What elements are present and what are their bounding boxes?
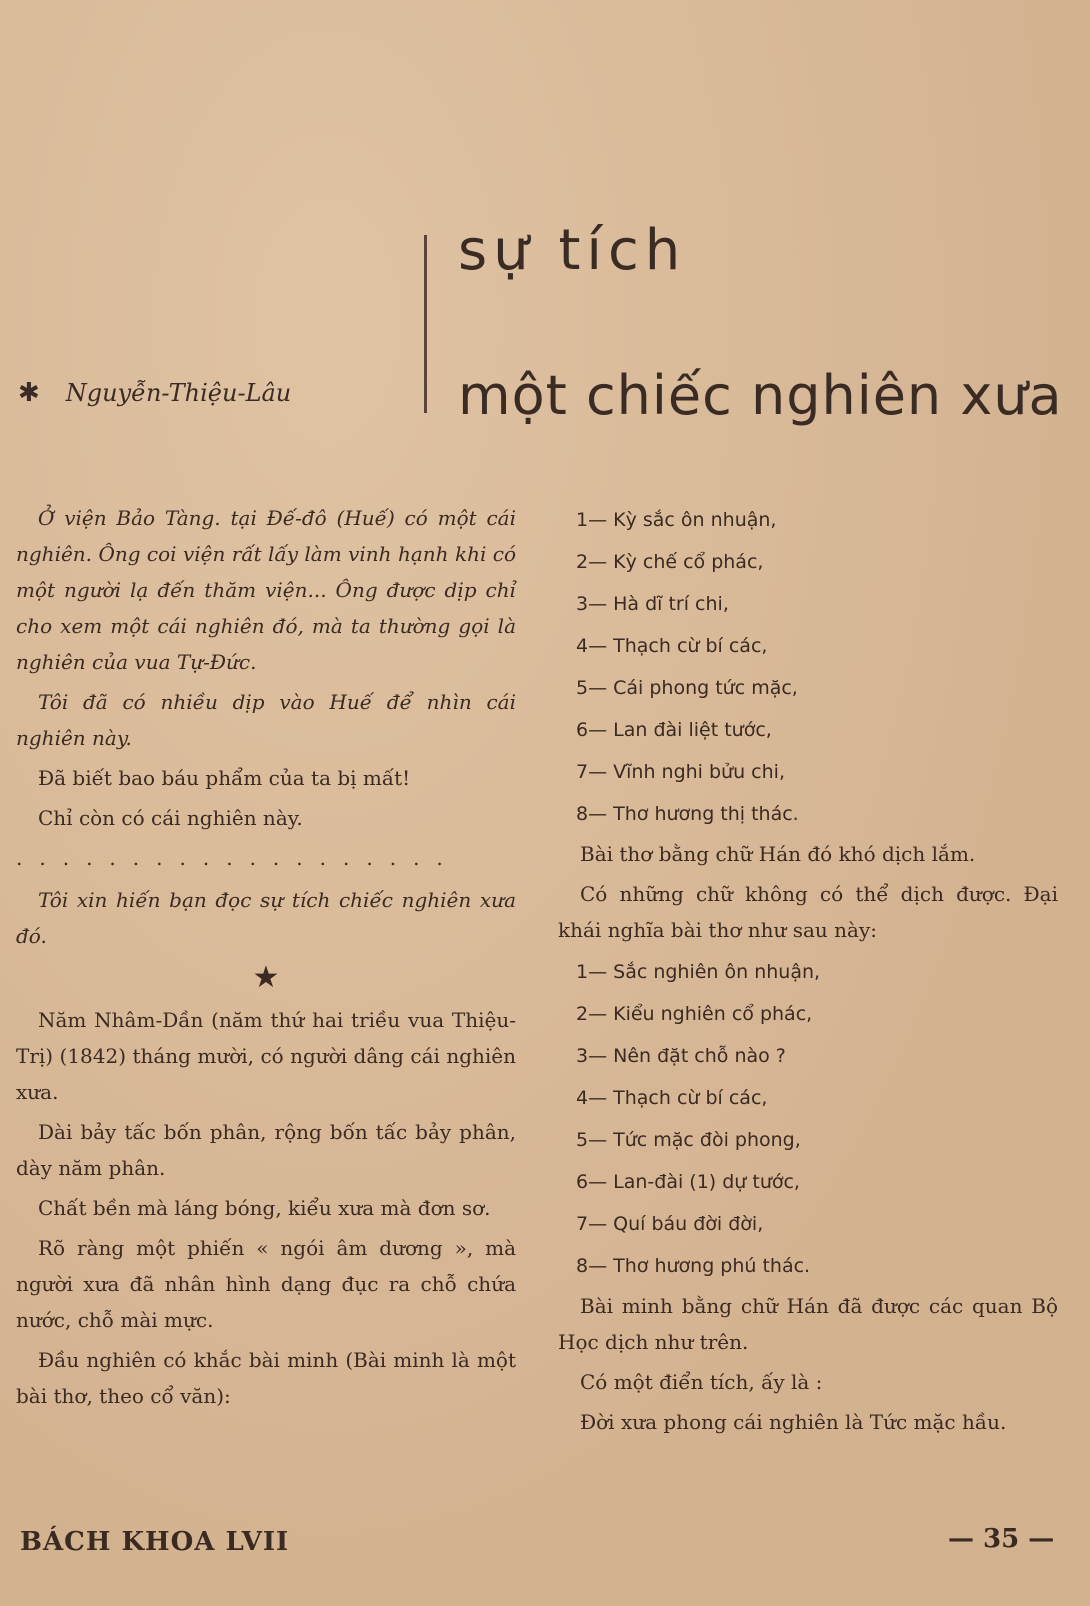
paragraph: Đầu nghiên có khắc bài minh (Bài minh là một bài thơ, theo cổ văn): [16,1348,516,1408]
paragraph: Ở viện Bảo Tàng. tại Đế-đô (Huế) có một cái nghiên. Ông coi viện rất lấy làm vinh hạnh khi có một người lạ đến thăm viện... Ông được dịp chỉ cho xem một cái nghiên đó, mà ta thường gọi là nghiên của vua Tự-Đức. [16,506,516,674]
poem-line: 1— Kỳ sắc ôn nhuận, [576,509,777,531]
paragraph: Tôi xin hiến bạn đọc sự tích chiếc nghiên xưa đó. [16,888,516,948]
poem-line: 5— Tức mặc đòi phong, [576,1129,801,1151]
paragraph: Chỉ còn có cái nghiên này. [38,806,303,830]
author-byline [18,378,291,408]
asterisk-icon: ✱ [18,378,40,408]
poem-line: 4— Thạch cừ bí các, [576,635,768,657]
paragraph: Có một điển tích, ấy là : [580,1370,823,1394]
poem-line: 7— Vĩnh nghi bửu chi, [576,761,785,783]
page-number: — 35 — [948,1524,1055,1554]
poem-line: 2— Kiểu nghiên cổ phác, [576,1003,813,1025]
title-divider [424,235,427,413]
poem-line: 6— Lan đài liệt tước, [576,719,772,741]
poem-line: 8— Thơ hương phú thác. [576,1255,811,1277]
poem-line: 6— Lan-đài (1) dự tước, [576,1171,800,1193]
right-column [558,500,1058,1444]
poem-line: 1— Sắc nghiên ôn nhuận, [576,961,821,983]
left-column [16,500,516,1418]
paragraph: Chất bền mà láng bóng, kiểu xưa mà đơn sơ. [38,1196,491,1220]
poem-line: 3— Hà dĩ trí chi, [576,593,729,615]
paragraph: Đời xưa phong cái nghiên là Tức mặc hầu. [580,1410,1007,1434]
paragraph: Dài bảy tấc bốn phân, rộng bốn tấc bảy phân, dày năm phân. [16,1120,516,1180]
paragraph: Bài minh bằng chữ Hán đã được các quan Bộ Học dịch như trên. [558,1294,1058,1354]
poem-line: 7— Quí báu đời đời, [576,1213,764,1235]
paragraph: Năm Nhâm-Dần (năm thứ hai triều vua Thiệu-Trị) (1842) tháng mười, có người dâng cái nghiên xưa. [16,1008,516,1104]
author-name: Nguyễn-Thiệu-Lâu [65,379,292,407]
poem-line: 4— Thạch cừ bí các, [576,1087,768,1109]
star-icon: ★ [252,960,280,995]
paragraph: Rõ ràng một phiến « ngói âm dương », mà người xưa đã nhân hình dạng đục ra chỗ chứa nước, chỗ mài mực. [16,1236,516,1332]
dotted-separator: ................... [16,846,460,870]
paragraph: Bài thơ bằng chữ Hán đó khó dịch lắm. [580,842,976,866]
article-title-line-2: một chiếc nghiên xưa [458,364,1063,427]
poem-line: 5— Cái phong tức mặc, [576,677,798,699]
poem-line: 8— Thơ hương thị thác. [576,803,799,825]
article-title-line-1: sự tích [458,218,687,283]
poem-line: 3— Nên đặt chỗ nào ? [576,1045,786,1067]
poem-line: 2— Kỳ chế cổ phác, [576,551,764,573]
paragraph: Đã biết bao báu phẩm của ta bị mất! [38,766,411,790]
paragraph: Tôi đã có nhiều dịp vào Huế để nhìn cái nghiên này. [16,690,516,750]
magazine-issue: BÁCH KHOA LVII [20,1527,290,1557]
paragraph: Có những chữ không có thể dịch được. Đại khái nghĩa bài thơ như sau này: [558,882,1058,942]
